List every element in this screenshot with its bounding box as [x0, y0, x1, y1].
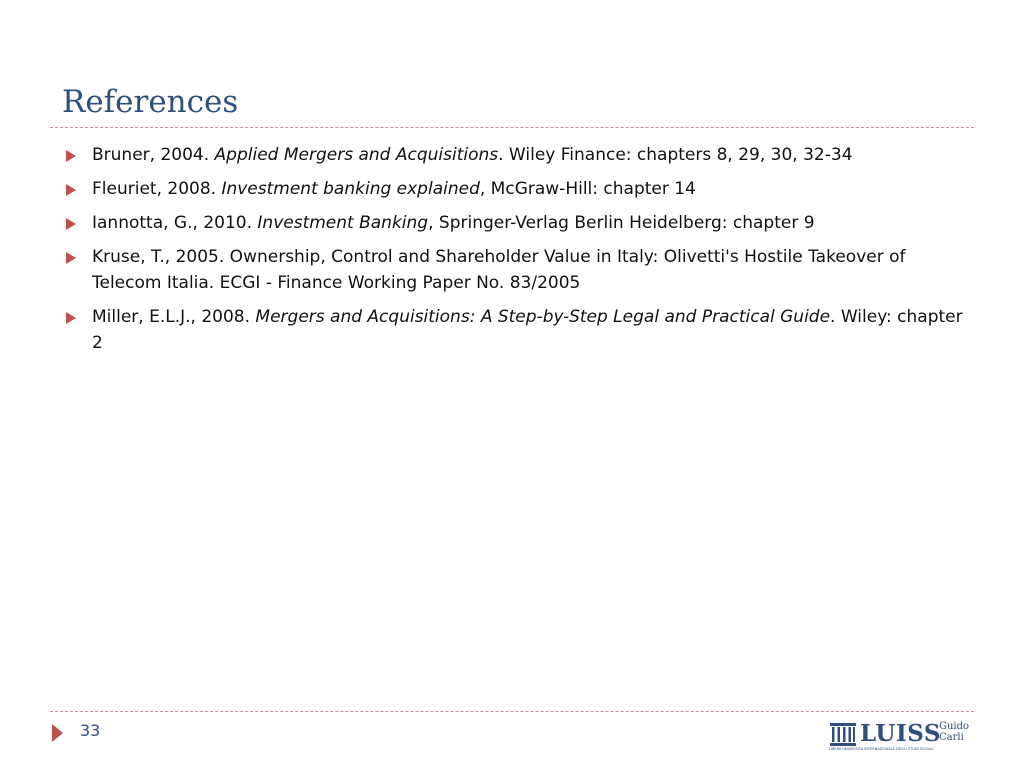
reference-book-title: Investment Banking — [257, 213, 429, 233]
logo-tagline: LIBERA UNIVERSITÀ INTERNAZIONALE DEGLI STUDI SOCIALI — [829, 747, 934, 751]
reference-text: Iannotta, G., 2010. — [92, 213, 258, 233]
luiss-logo — [829, 719, 975, 755]
reference-item — [64, 244, 964, 296]
footer-triangle-icon — [52, 724, 63, 742]
reference-text: Fleuriet, 2008. — [92, 179, 222, 199]
reference-item — [64, 210, 964, 236]
footer-divider — [50, 711, 974, 712]
page-number: 33 — [80, 721, 101, 740]
triangle-bullet-icon — [66, 252, 76, 264]
reference-book-title: Applied Mergers and Acquisitions — [214, 145, 499, 165]
reference-text: Bruner, 2004. — [92, 145, 215, 165]
triangle-bullet-icon — [66, 150, 76, 162]
triangle-bullet-icon — [66, 218, 76, 230]
logo-sub-guido: Guido — [939, 721, 970, 732]
triangle-bullet-icon — [66, 184, 76, 196]
reference-list — [64, 142, 964, 364]
reference-text: , Springer-Verlag Berlin Heidelberg: chapter 9 — [428, 213, 815, 233]
triangle-bullet-icon — [66, 312, 76, 324]
reference-item — [64, 304, 964, 356]
reference-text: Kruse, T., 2005. Ownership, Control and Shareholder Value in Italy: Olivetti's Hostile Takeover of Telecom Italia. ECGI - Finance Working Paper No. 83/2005 — [92, 247, 906, 293]
reference-item — [64, 142, 964, 168]
reference-text: . Wiley Finance: chapters 8, 29, 30, 32-34 — [498, 145, 853, 165]
temple-logo-icon — [829, 721, 857, 747]
title-divider — [50, 127, 974, 128]
reference-text: , McGraw-Hill: chapter 14 — [479, 179, 696, 199]
reference-book-title: Investment banking explained — [221, 179, 480, 199]
reference-text: Miller, E.L.J., 2008. — [92, 307, 256, 327]
reference-book-title: Mergers and Acquisitions: A Step-by-Step Legal and Practical Guide — [255, 307, 831, 327]
reference-item — [64, 176, 964, 202]
logo-wordmark: LUISS — [860, 720, 941, 747]
slide-title: References — [62, 84, 239, 120]
logo-sub-carli: Carli — [939, 732, 964, 743]
reference-text: . Wiley: chapter 2 — [92, 307, 963, 353]
